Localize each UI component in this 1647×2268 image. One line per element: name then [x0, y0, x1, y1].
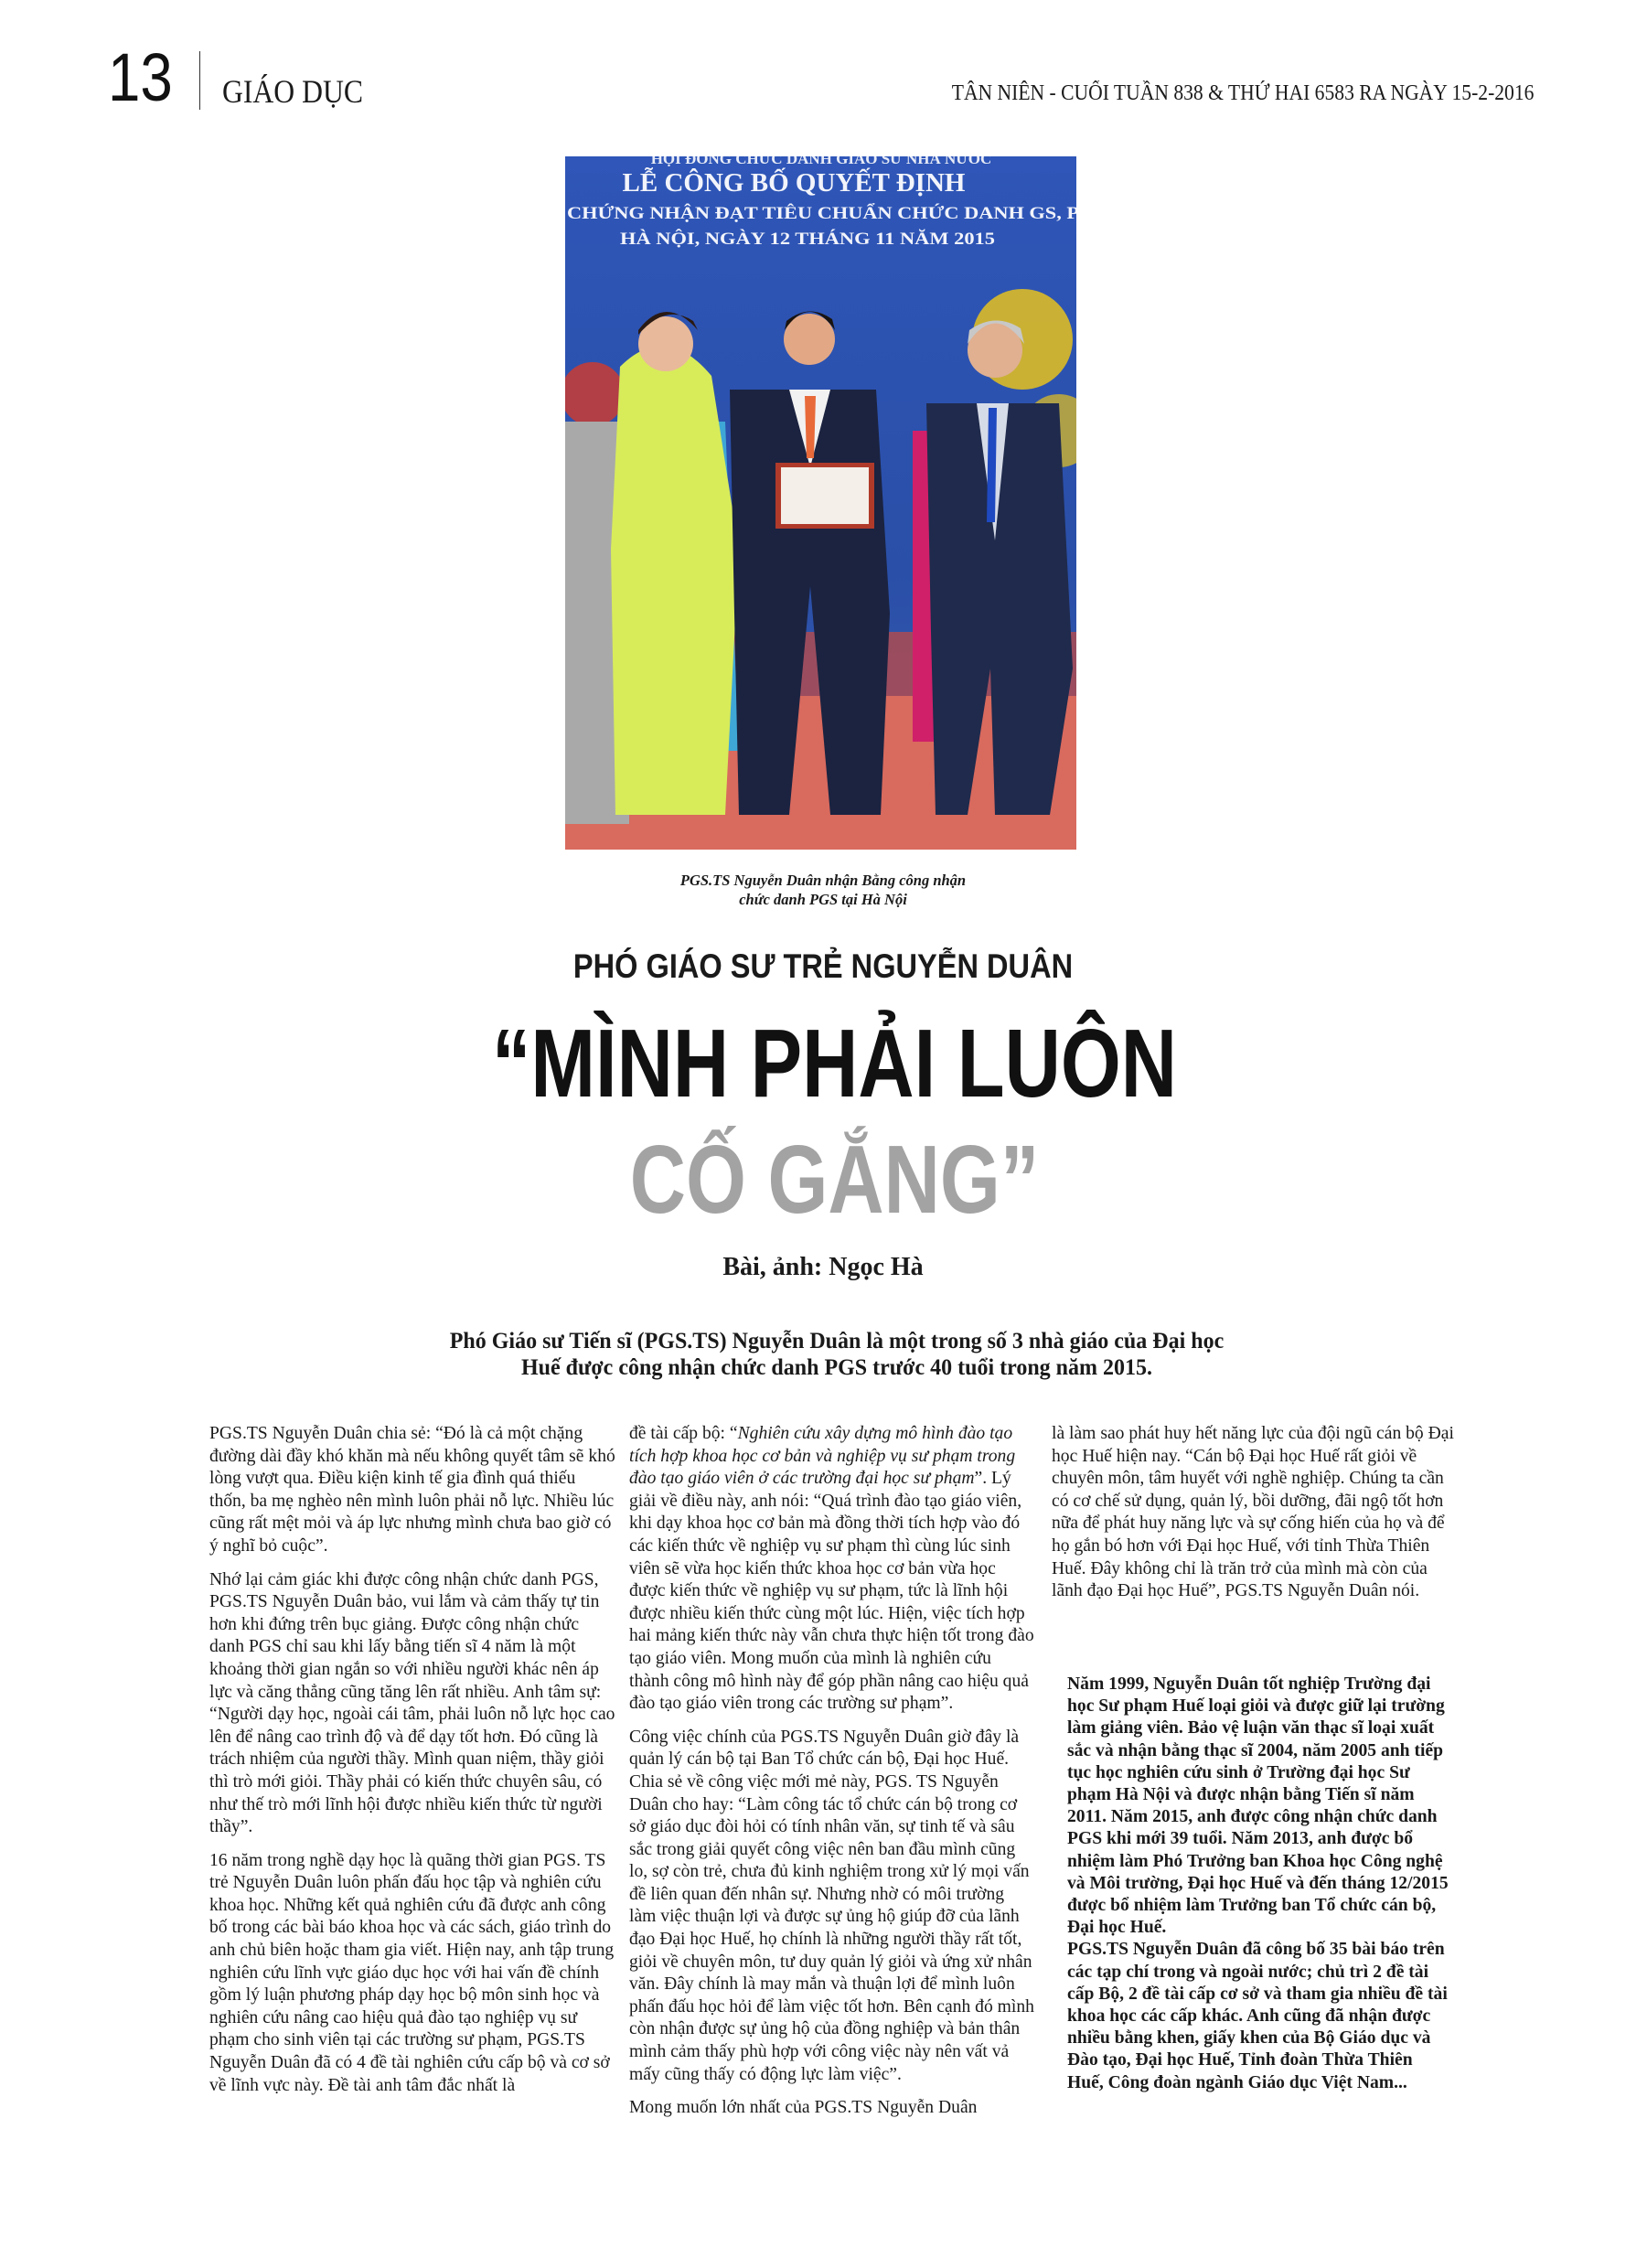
- bio-paragraph: Năm 1999, Nguyễn Duân tốt nghiệp Trường đại học Sư phạm Huế loại giỏi và được giữ lại trường làm giảng viên. Bảo vệ luận văn thạc sĩ loại xuất sắc và nhận bằng thạc sĩ 2004, năm 2005 anh tiếp tục học nghiên cứu sinh ở Trường đại học Sư phạm Hà Nội và được nhận bằng Tiến sĩ năm 2011. Năm 2015, anh được công nhận chức danh PGS khi mới 39 tuổi. Năm 2013, anh được bổ nhiệm làm Phó Trưởng ban Khoa học Công nghệ và Môi trường, Đại học Huế và đến tháng 12/2015 được bổ nhiệm làm Trưởng ban Tổ chức cán bộ, Đại học Huế.: [1067, 1674, 1449, 1938]
- banner-line2: CHỨNG NHẬN ĐẠT TIÊU CHUẨN CHỨC DANH GS, P: [567, 204, 1003, 223]
- caption-line: PGS.TS Nguyễn Duân nhận Bằng công nhận: [679, 872, 967, 889]
- headline-line2: CỐ GẮNG”: [629, 1126, 1040, 1234]
- banner-line1: LỄ CÔNG BỐ QUYẾT ĐỊNH: [622, 168, 966, 198]
- lead-line: Huế được công nhận chức danh PGS trước 40 tuổi trong năm 2015.: [520, 1355, 1153, 1380]
- paragraph: Mong muốn lớn nhất của PGS.TS Nguyễn Duân: [629, 2098, 978, 2118]
- paragraph: 16 năm trong nghề dạy học là quãng thời gian PGS. TS trẻ Nguyễn Duân luôn phấn đấu học tập và nghiên cứu khoa học. Những kết quả nghiên cứu đã được anh công bố trong các bài báo khoa học và các sách, giáo trình do anh chủ biên hoặc tham gia viết. Hiện nay, anh tập trung nghiên cứu lĩnh vực giáo dục học với hai vấn đề chính gồm lý luận phương pháp dạy học bộ môn sinh học và nghiên cứu nâng cao hiệu quả đào tạo nghiệp vụ sư phạm cho sinh viên tại các trường sư phạm, PGS.TS Nguyễn Duân đã có 4 đề tài nghiên cứu cấp bộ và cơ sở về lĩnh vực này. Đề tài anh tâm đắc nhất là: [209, 1850, 615, 2095]
- headline-line1: “MÌNH PHẢI LUÔN: [491, 1010, 1178, 1118]
- lead-line: Phó Giáo sư Tiến sĩ (PGS.TS) Nguyễn Duân là một trong số 3 nhà giáo của Đại học: [449, 1329, 1225, 1353]
- column-2: [629, 1423, 1035, 2131]
- research-title: Nghiên cứu xây dựng mô hình đào tạo tích hợp khoa học cơ bản và nghiệp vụ sư phạm trong đào tạo giáo viên ở các trường đại học sư phạm: [629, 1424, 1016, 1489]
- photo-caption: [549, 871, 1097, 909]
- lead-paragraph: [420, 1328, 1254, 1381]
- text-run: đề tài cấp bộ: “: [629, 1424, 738, 1443]
- column-3: [1052, 1423, 1458, 1614]
- banner-line3: HÀ NỘI, NGÀY 12 THÁNG 11 NĂM 2015: [620, 230, 938, 249]
- bio-paragraph: PGS.TS Nguyễn Duân đã công bố 35 bài báo trên các tạp chí trong và ngoài nước; chủ trì 2 đề tài cấp Bộ, 2 đề tài cấp cơ sở và tham gia nhiều đề tài khoa học các cấp khác. Anh cũng đã nhận được nhiều bằng khen, giấy khen của Bộ Giáo dục và Đào tạo, Đại học Huế, Tỉnh đoàn Thừa Thiên Huế, Công đoàn ngành Giáo dục Việt Nam...: [1067, 1940, 1448, 2092]
- paragraph: [629, 1423, 1035, 1716]
- column-1: [209, 1423, 615, 2108]
- banner-line0: HỘI ĐỒNG CHỨC DANH GIÁO SƯ NHÀ NƯỚC: [650, 156, 992, 167]
- paragraph: Công việc chính của PGS.TS Nguyễn Duân giờ đây là quản lý cán bộ tại Ban Tổ chức cán bộ, Đại học Huế. Chia sẻ về công việc mới mẻ này, PGS. TS Nguyễn Duân cho hay: “Làm công tác tổ chức cán bộ trong cơ sở giáo dục đòi hỏi có tính nhân văn, sự tinh tế và sâu sắc trong giải quyết công việc nên ban đầu mình cũng lo, sợ còn trẻ, chưa đủ kinh nghiệm trong xử lý mọi vấn đề liên quan đến nhân sự. Nhưng nhờ có môi trường làm việc thuận lợi và được sự ủng hộ giúp đỡ của lãnh đạo Đại học Huế, họ chính là những người thầy rất tốt, giỏi về chuyên môn, tư duy quản lý giỏi và ứng xử nhân văn. Đây chính là may mắn và thuận lợi để mình luôn phấn đấu học hỏi để làm việc tốt hơn. Bên cạnh đó mình còn nhận được sự ủng hộ của đồng nghiệp và bản thân mình cảm thấy phù hợp với công việc này nên vất vả mấy cũng thấy có động lực làm việc”.: [629, 1727, 1034, 2084]
- byline: Bài, ảnh: Ngọc Hà: [722, 1253, 924, 1281]
- bio-box: [1067, 1674, 1451, 2094]
- article-kicker: PHÓ GIÁO SƯ TRẺ NGUYỄN DUÂN: [572, 947, 1074, 985]
- text-run: ”. Lý giải về điều này, anh nói: “Quá trình đào tạo giáo viên, khi dạy khoa học cơ bản mà đồng thời tích hợp vào đó các kiến thức về nghiệp vụ sư phạm thì cùng lúc sinh viên sẽ vừa học kiến thức khoa học cơ bản vừa học được kiến thức về nghiệp vụ sư phạm, tức là lĩnh hội được nhiều kiến thức cùng một lúc. Hiện, việc tích hợp hai mảng kiến thức này vẫn chưa thực hiện tốt trong đào tạo giáo viên. Mong muốn của mình là nghiên cứu thành công mô hình này để góp phần nâng cao hiệu quả đào tạo giáo viên trong các trường sư phạm”.: [629, 1469, 1034, 1714]
- header-divider: [199, 51, 200, 110]
- paragraph: Nhớ lại cảm giác khi được công nhận chức danh PGS, PGS.TS Nguyễn Duân bảo, vui lắm và cảm thấy tự tin hơn khi đứng trên bục giảng. Được công nhận chức danh PGS chỉ sau khi lấy bằng tiến sĩ 4 năm là một khoảng thời gian ngắn so với nhiều người khác nên áp lực và căng thẳng cũng tăng lên rất nhiều. Anh tâm sự: “Người dạy học, ngoài cái tâm, phải luôn nỗ lực học cao lên để nâng cao trình độ và để dạy tốt hơn. Đó cũng là trách nhiệm của người thầy. Mình quan niệm, thầy giỏi thì trò mới giỏi. Thầy phải có kiến thức chuyên sâu, có như thế trò mới lĩnh hội được nhiều kiến thức từ người thầy”.: [209, 1569, 615, 1837]
- issue-info: TÂN NIÊN - CUỐI TUẦN 838 & THỨ HAI 6583 RA NGÀY 15-2-2016: [951, 81, 1534, 105]
- paragraph: PGS.TS Nguyễn Duân chia sẻ: “Đó là cả một chặng đường dài đầy khó khăn mà nếu không quyết tâm sẽ khó lòng vượt qua. Điều kiện kinh tế gia đình quá thiếu thốn, ba mẹ nghèo nên mình luôn phải nỗ lực. Nhiều lúc cũng rất mệt mỏi và áp lực nhưng mình chưa bao giờ có ý nghĩ bỏ cuộc”.: [209, 1424, 615, 1556]
- paragraph: là làm sao phát huy hết năng lực của đội ngũ cán bộ Đại học Huế hiện nay. “Cán bộ Đại học Huế rất giỏi về chuyên môn, tâm huyết với nghề nghiệp. Chúng ta cần có cơ chế sử dụng, quản lý, bồi dưỡng, đãi ngộ tốt hơn nữa để phát huy năng lực và sự cống hiến của họ và để họ gắn bó hơn với Đại học Huế, với tỉnh Thừa Thiên Huế. Đây không chỉ là trăn trở của mình mà còn của lãnh đạo Đại học Huế”, PGS.TS Nguyễn Duân nói.: [1052, 1424, 1454, 1601]
- article-photo: [565, 156, 1076, 850]
- section-name: GIÁO DỤC: [222, 73, 363, 110]
- caption-line: chức danh PGS tại Hà Nội: [739, 891, 907, 908]
- page-number: 13: [108, 39, 173, 115]
